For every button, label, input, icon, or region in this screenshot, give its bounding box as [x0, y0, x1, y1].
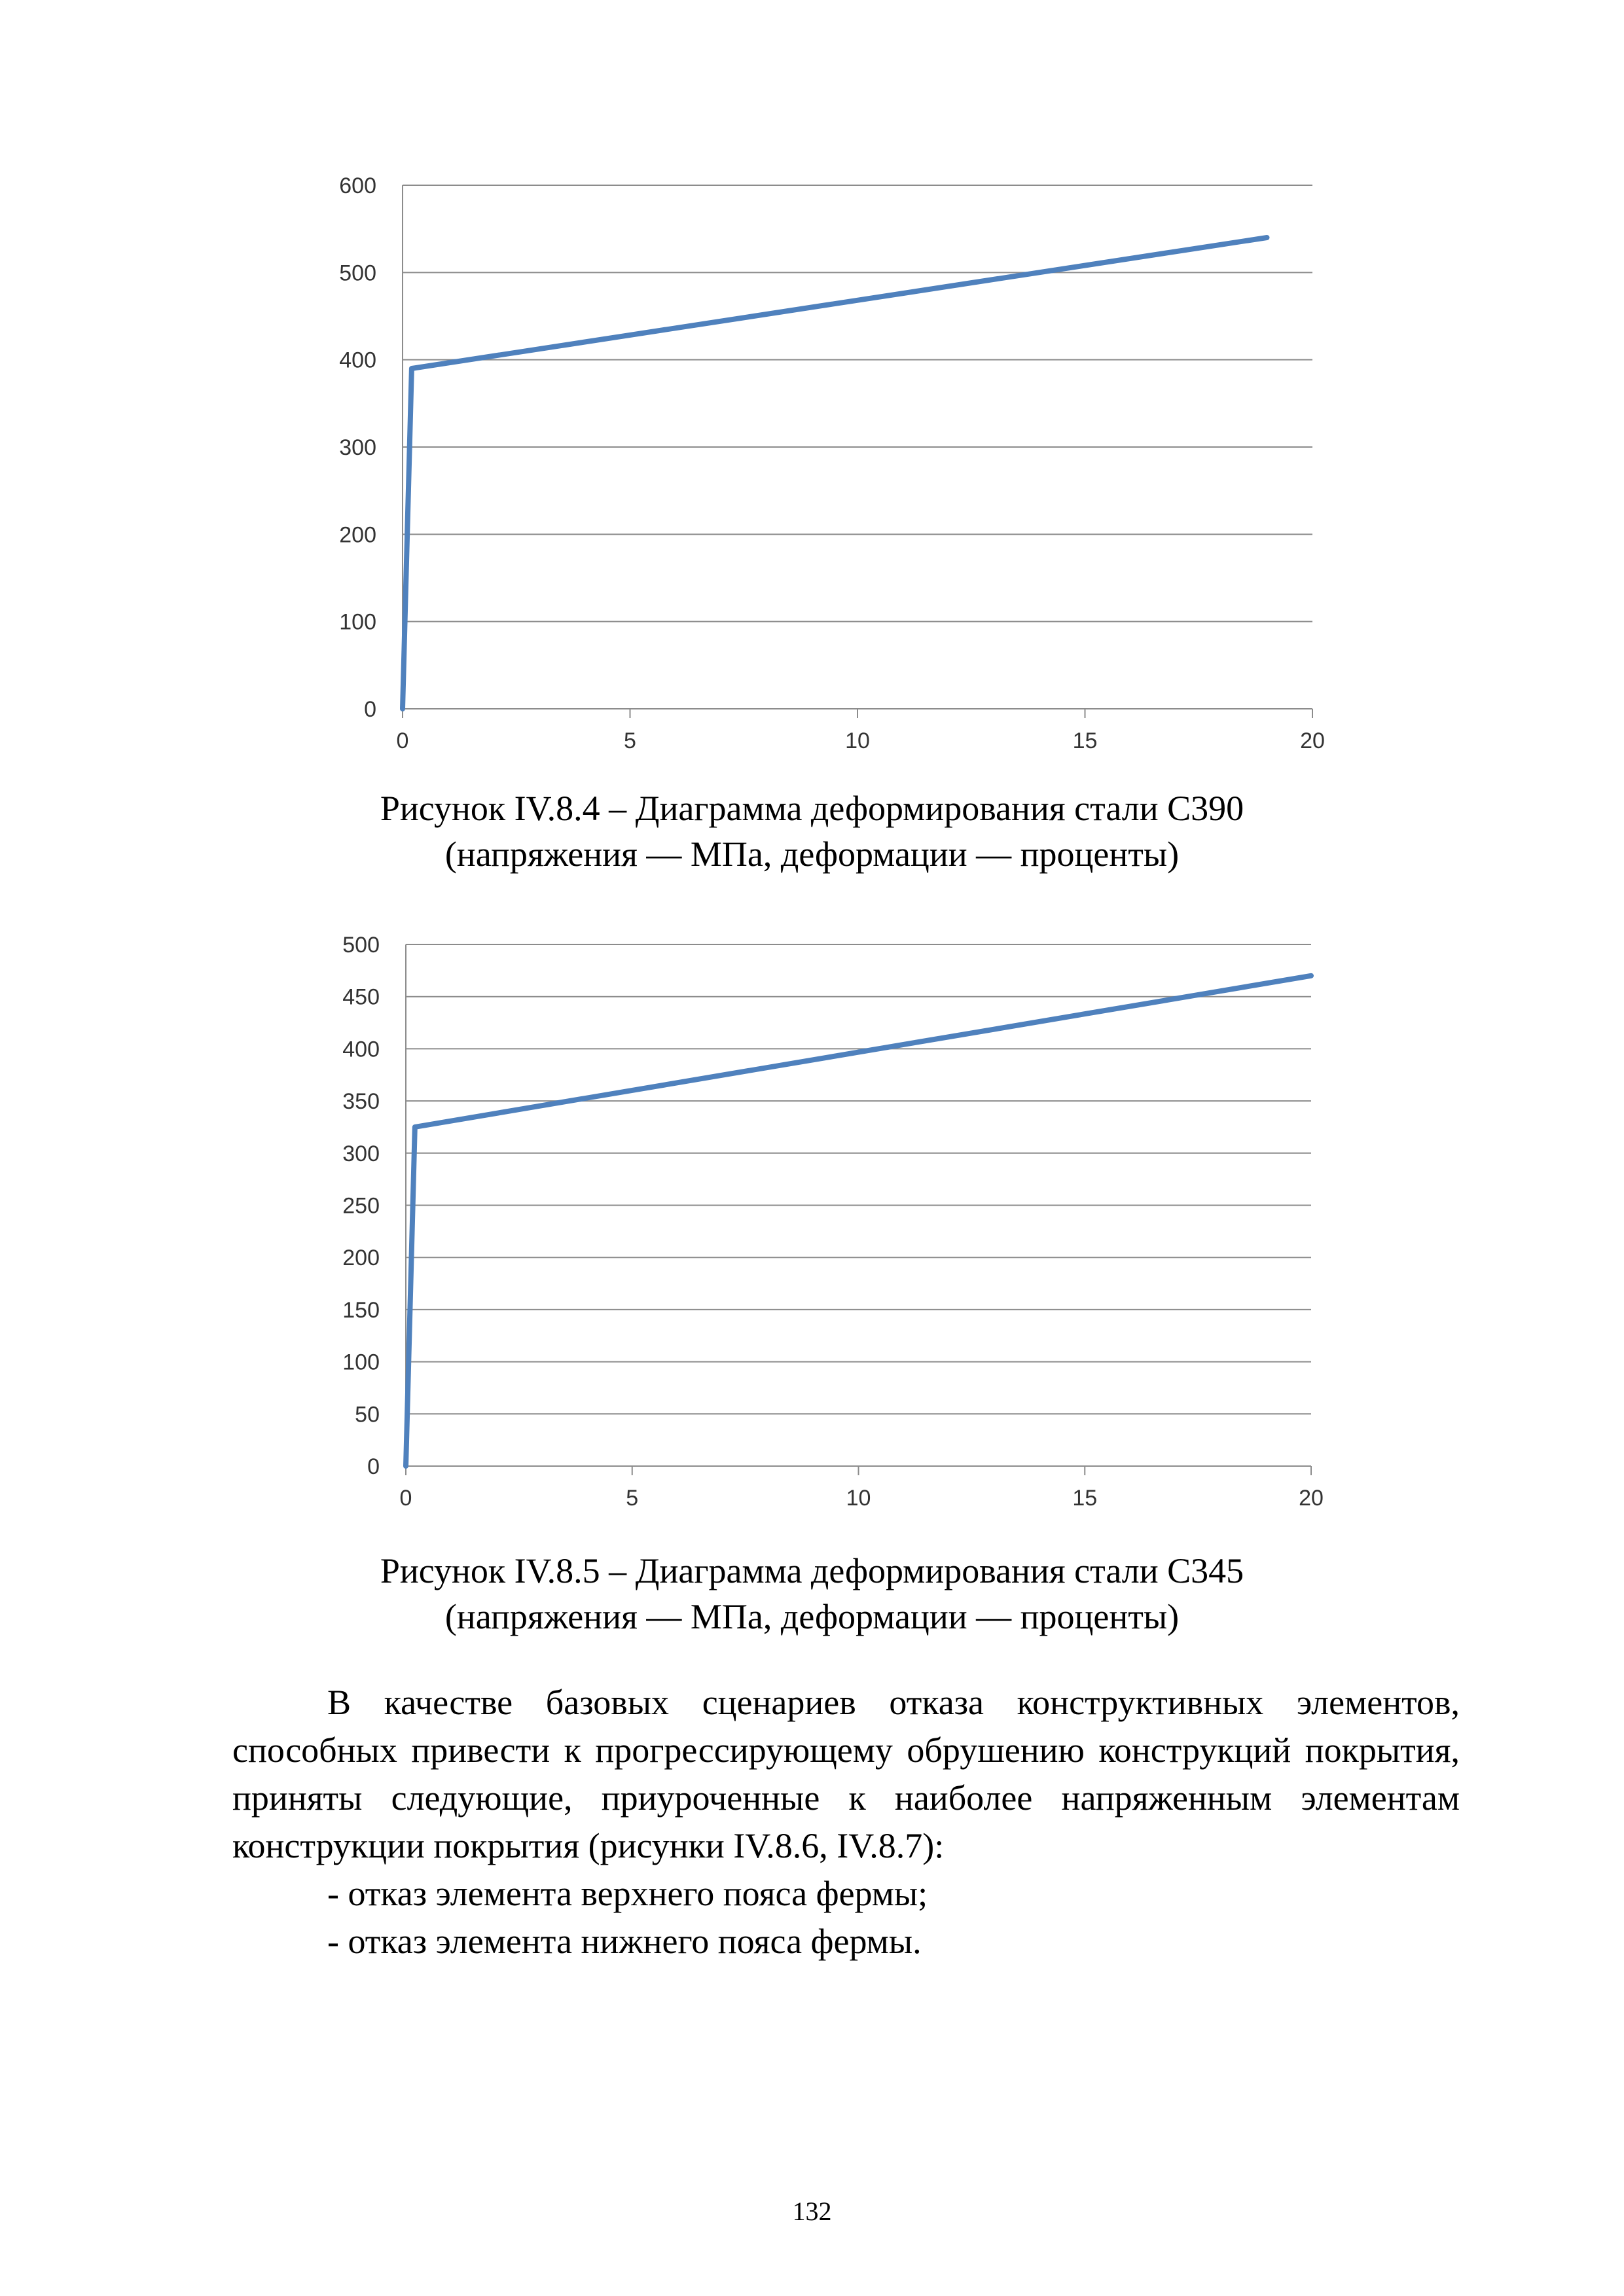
figure-caption-c345	[0, 1548, 1624, 1640]
y-tick-label: 450	[342, 984, 380, 1010]
y-tick-label: 300	[342, 1141, 380, 1166]
x-tick-label: 5	[624, 728, 636, 753]
y-tick-label: 0	[367, 1454, 380, 1479]
body-text	[232, 1679, 1460, 1965]
y-tick-label: 100	[342, 1350, 380, 1375]
y-tick-label: 200	[339, 522, 376, 548]
y-tick-label: 350	[342, 1089, 380, 1115]
y-tick-label: 100	[339, 609, 376, 635]
x-tick-label: 20	[1299, 1486, 1324, 1511]
x-tick-label: 10	[846, 1486, 871, 1511]
y-tick-label: 0	[364, 697, 376, 722]
x-tick-label: 0	[396, 728, 409, 753]
x-tick-label: 5	[626, 1486, 639, 1511]
y-tick-label: 50	[355, 1402, 380, 1427]
caption-title: Рисунок IV.8.5 – Диаграмма деформирования стали С345	[380, 1551, 1244, 1590]
caption-title: Рисунок IV.8.4 – Диаграмма деформирования стали С390	[380, 789, 1244, 828]
caption-subtitle: (напряжения — МПа, деформации — проценты)	[444, 834, 1180, 874]
y-tick-label: 400	[342, 1037, 380, 1062]
page-number: 132	[792, 2197, 832, 2226]
list-item: - отказ элемента нижнего пояса фермы.	[327, 1922, 922, 1961]
x-tick-label: 15	[1072, 728, 1098, 753]
y-tick-label: 200	[342, 1246, 380, 1271]
y-tick-label: 500	[339, 260, 376, 286]
x-tick-label: 0	[399, 1486, 412, 1511]
x-tick-label: 20	[1300, 728, 1325, 753]
y-tick-label: 400	[339, 348, 376, 373]
caption-subtitle: (напряжения — МПа, деформации — проценты)	[444, 1597, 1180, 1636]
x-tick-label: 10	[845, 728, 870, 753]
x-tick-label: 15	[1072, 1486, 1098, 1511]
list-item: - отказ элемента верхнего пояса фермы;	[327, 1874, 928, 1913]
y-tick-label: 150	[342, 1297, 380, 1323]
y-tick-label: 500	[342, 933, 380, 958]
y-tick-label: 300	[339, 435, 376, 460]
y-tick-label: 250	[342, 1193, 380, 1219]
body-paragraph: В качестве базовых сценариев отказа конструктивных элементов, способных привести к прогрессирующему обрушению конструкций покрытия, приняты следующие, приуроченные к наиболее напряженным элементам конструкции покрытия (рисунки IV.8.6, IV.8.7):	[232, 1683, 1460, 1865]
y-tick-label: 600	[339, 173, 376, 198]
